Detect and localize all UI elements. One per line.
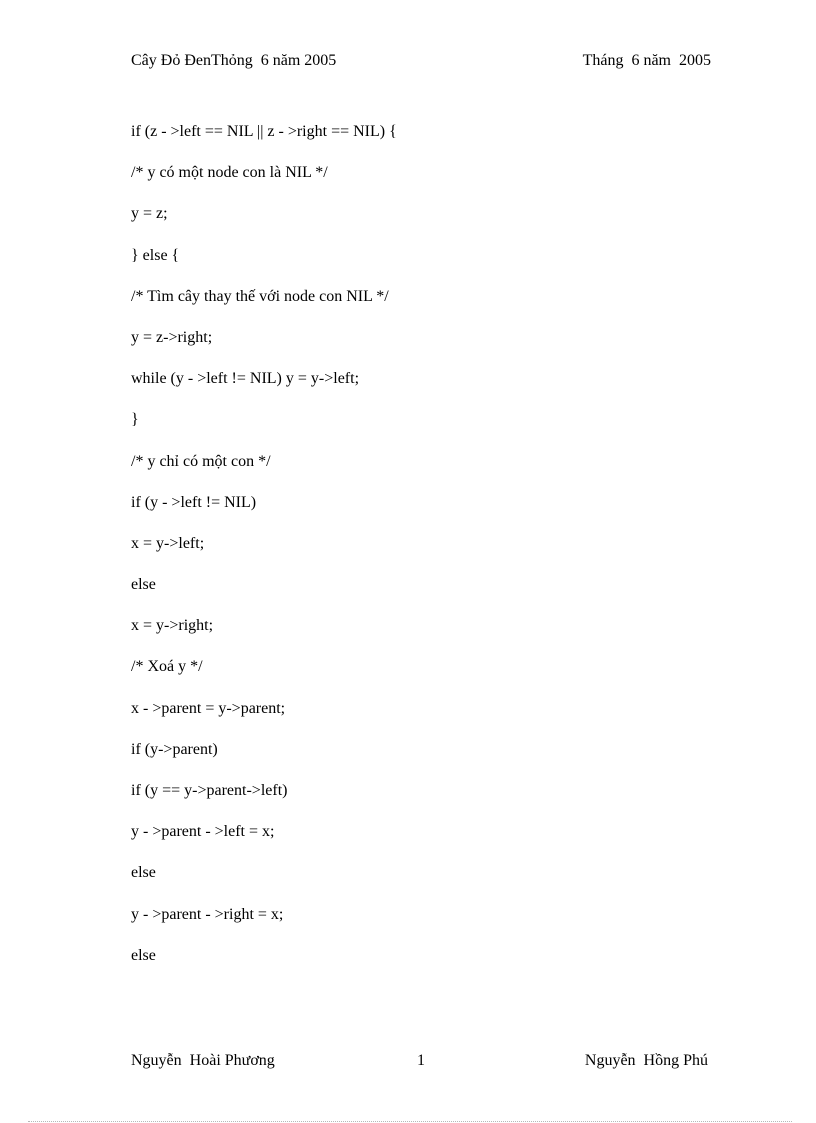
code-line: /* Xoá y */	[131, 658, 203, 676]
code-line: x = y->left;	[131, 534, 205, 552]
page-footer	[131, 1052, 711, 1074]
code-line: } else {	[131, 246, 180, 264]
code-line: /* Tìm cây thay thế với node con NIL */	[131, 287, 389, 305]
code-line: x = y->right;	[131, 617, 214, 635]
code-line: else	[131, 864, 156, 882]
footer-author-right: Nguyễn Hồng Phú	[584, 1052, 708, 1069]
code-line: y = z->right;	[131, 328, 213, 346]
code-line: /* y chỉ có một con */	[131, 452, 271, 470]
code-line: if (y->parent)	[131, 740, 218, 758]
code-line: y - >parent - >right = x;	[131, 905, 284, 923]
page-header	[131, 52, 711, 74]
code-line: if (y - >left != NIL)	[131, 493, 257, 511]
code-line: /* y có một node con là NIL */	[131, 164, 328, 182]
code-line: while (y - >left != NIL) y = y->left;	[131, 370, 360, 388]
code-line: if (y == y->parent->left)	[131, 782, 288, 799]
code-listing	[131, 121, 731, 986]
page-number: 1	[417, 1052, 425, 1069]
page-bottom-edge	[28, 1121, 792, 1122]
code-line: else	[131, 946, 156, 964]
code-line: y = z;	[131, 205, 168, 223]
footer-author-left: Nguyễn Hoài Phương	[131, 1052, 275, 1069]
code-line: else	[131, 576, 156, 594]
header-date: Tháng 6 năm 2005	[582, 52, 711, 69]
code-line: if (z - >left == NIL || z - >right == NIL) {	[131, 123, 397, 140]
code-line: y - >parent - >left = x;	[131, 823, 275, 841]
code-line: }	[131, 411, 139, 429]
header-title: Cây Đỏ ĐenThỏng 6 năm 2005	[131, 52, 337, 69]
code-line: x - >parent = y->parent;	[131, 699, 286, 717]
